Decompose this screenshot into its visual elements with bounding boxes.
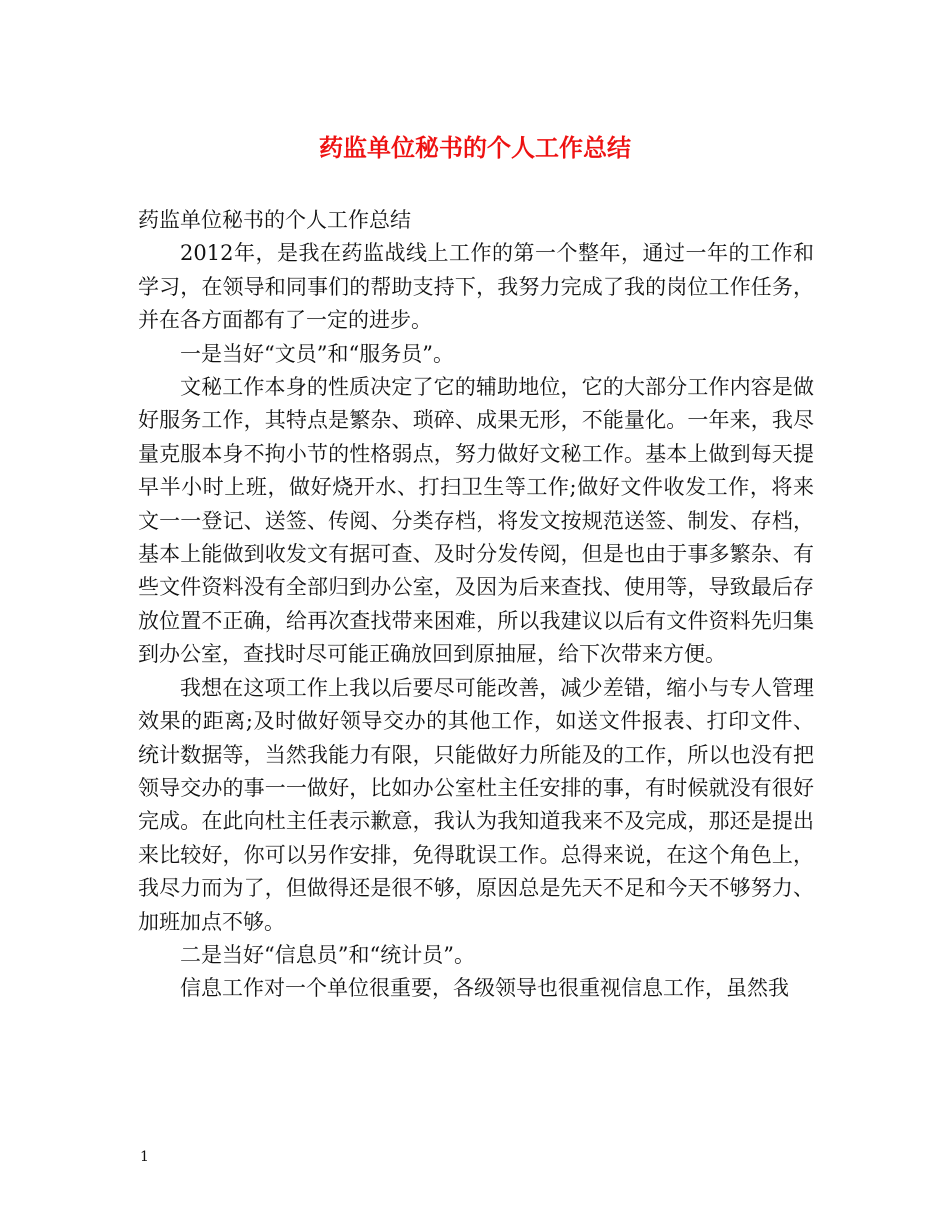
subtitle-paragraph: 药监单位秘书的个人工作总结 (138, 208, 411, 232)
body-paragraph: 信息工作对一个单位很重要，各级领导也很重视信息工作，虽然我 (180, 976, 789, 1001)
page-number: 1 (140, 1149, 149, 1165)
body-paragraph: 文秘工作本身的性质决定了它的辅助地位，它的大部分工作内容是做好服务工作，其特点是繁杂、琐碎、成果无形，不能量化。一年来，我尽量克服本身不拘小节的性格弱点，努力做好文秘工作。基本上做到每天提早半小时上班，做好烧开水、打扫卫生等工作;做好文件收发工作，将来文一一登记、送签、传阅、分类存档，将发文按规范送签、制发、存档，基本上能做到收发文有据可查、及时分发传阅，但是也由于事多繁杂、有些文件资料没有全部归到办公室，及因为后来查找、使用等，导致最后存放位置不正确，给再次查找带来困难，所以我建议以后有文件资料先归集到办公室，查找时尽可能正确放回到原抽屉，给下次带来方便。 (138, 375, 814, 667)
body-paragraph: 我想在这项工作上我以后要尽可能改善，减少差错，缩小与专人管理效果的距离;及时做好领导交办的其他工作，如送文件报表、打印文件、统计数据等，当然我能力有限，只能做好力所能及的工作，所以也没有把领导交办的事一一做好，比如办公室杜主任安排的事，有时候就没有很好完成。在此向杜主任表示歉意，我认为我知道我来不及完成，那还是提出来比较好，你可以另作安排，免得耽误工作。总得来说，在这个角色上，我尽力而为了，但做得还是很不够，原因总是先天不足和今天不够努力、加班加点不够。 (138, 675, 814, 934)
section-heading: 二是当好“信息员”和“统计员”。 (180, 942, 475, 967)
body-paragraph: 2012年，是我在药监战线上工作的第一个整年，通过一年的工作和学习，在领导和同事们的帮助支持下，我努力完成了我的岗位工作任务，并在各方面都有了一定的进步。 (138, 241, 814, 333)
document-body (138, 204, 814, 1006)
document-title: 药监单位秘书的个人工作总结 (319, 133, 631, 162)
section-heading: 一是当好“文员”和“服务员”。 (180, 341, 454, 366)
